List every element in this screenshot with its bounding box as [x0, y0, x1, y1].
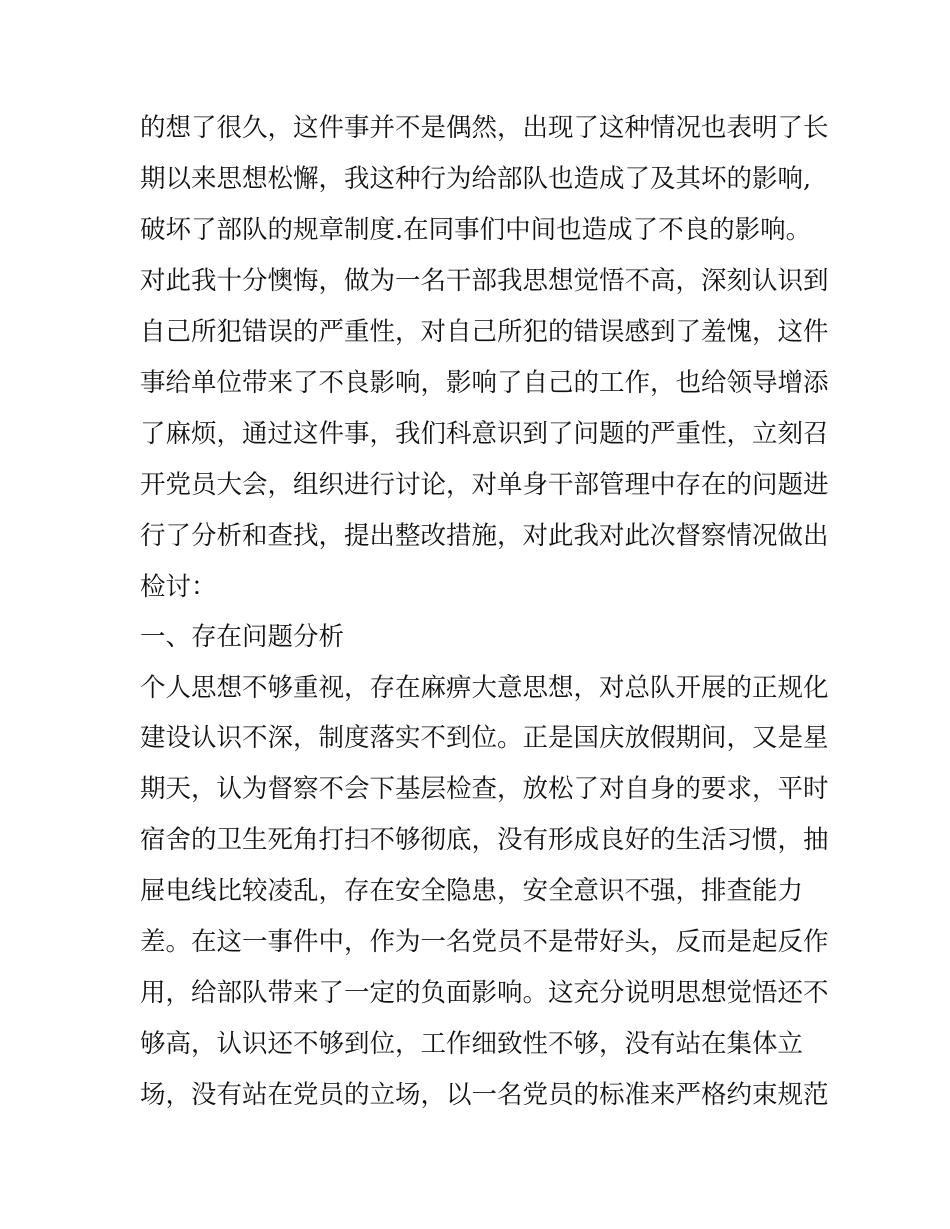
text-line: 自己所犯错误的严重性，对自己所犯的错误感到了羞愧，这件 [140, 317, 829, 347]
text-line: 期天，认为督察不会下基层检查，放松了对自身的要求，平时 [140, 774, 829, 804]
text-line: 够高，认识还不够到位，工作细致性不够，没有站在集体立 [140, 1029, 804, 1059]
text-line: 差。在这一事件中，作为一名党员不是带好头，反而是起反作 [140, 927, 829, 957]
text-line: 宿舍的卫生死角打扫不够彻底，没有形成良好的生活习惯，抽 [140, 825, 829, 855]
text-line: 个人思想不够重视，存在麻痹大意思想，对总队开展的正规化 [140, 673, 829, 703]
text-line: 破坏了部队的规章制度.在同事们中间也造成了不良的影响。 [140, 215, 812, 245]
text-line: 对此我十分懊悔，做为一名干部我思想觉悟不高，深刻认识到 [140, 266, 829, 296]
text-line: 期以来思想松懈，我这种行为给部队也造成了及其坏的影响, [140, 164, 812, 194]
text-line: 开党员大会，组织进行讨论，对单身干部管理中存在的问题进 [140, 470, 829, 500]
text-line: 屉电线比较凌乱，存在安全隐患，安全意识不强，排查能力 [140, 876, 804, 906]
text-line: 了麻烦，通过这件事，我们科意识到了问题的严重性，立刻召 [140, 419, 829, 449]
text-line: 场，没有站在党员的立场，以一名党员的标准来严格约束规范 [140, 1080, 829, 1110]
text-line: 事给单位带来了不良影响，影响了自己的工作，也给领导增添 [140, 368, 829, 398]
text-line: 行了分析和查找，提出整改措施，对此我对此次督察情况做出 [140, 521, 829, 551]
text-line: 建设认识不深，制度落实不到位。正是国庆放假期间，又是星 [140, 723, 829, 753]
text-line: 检讨： [140, 572, 217, 602]
text-line: 用，给部队带来了一定的负面影响。这充分说明思想觉悟还不 [140, 978, 829, 1008]
text-line: 的想了很久，这件事并不是偶然，出现了这种情况也表明了长 [140, 113, 829, 143]
section-heading: 一、存在问题分析 [140, 622, 345, 652]
